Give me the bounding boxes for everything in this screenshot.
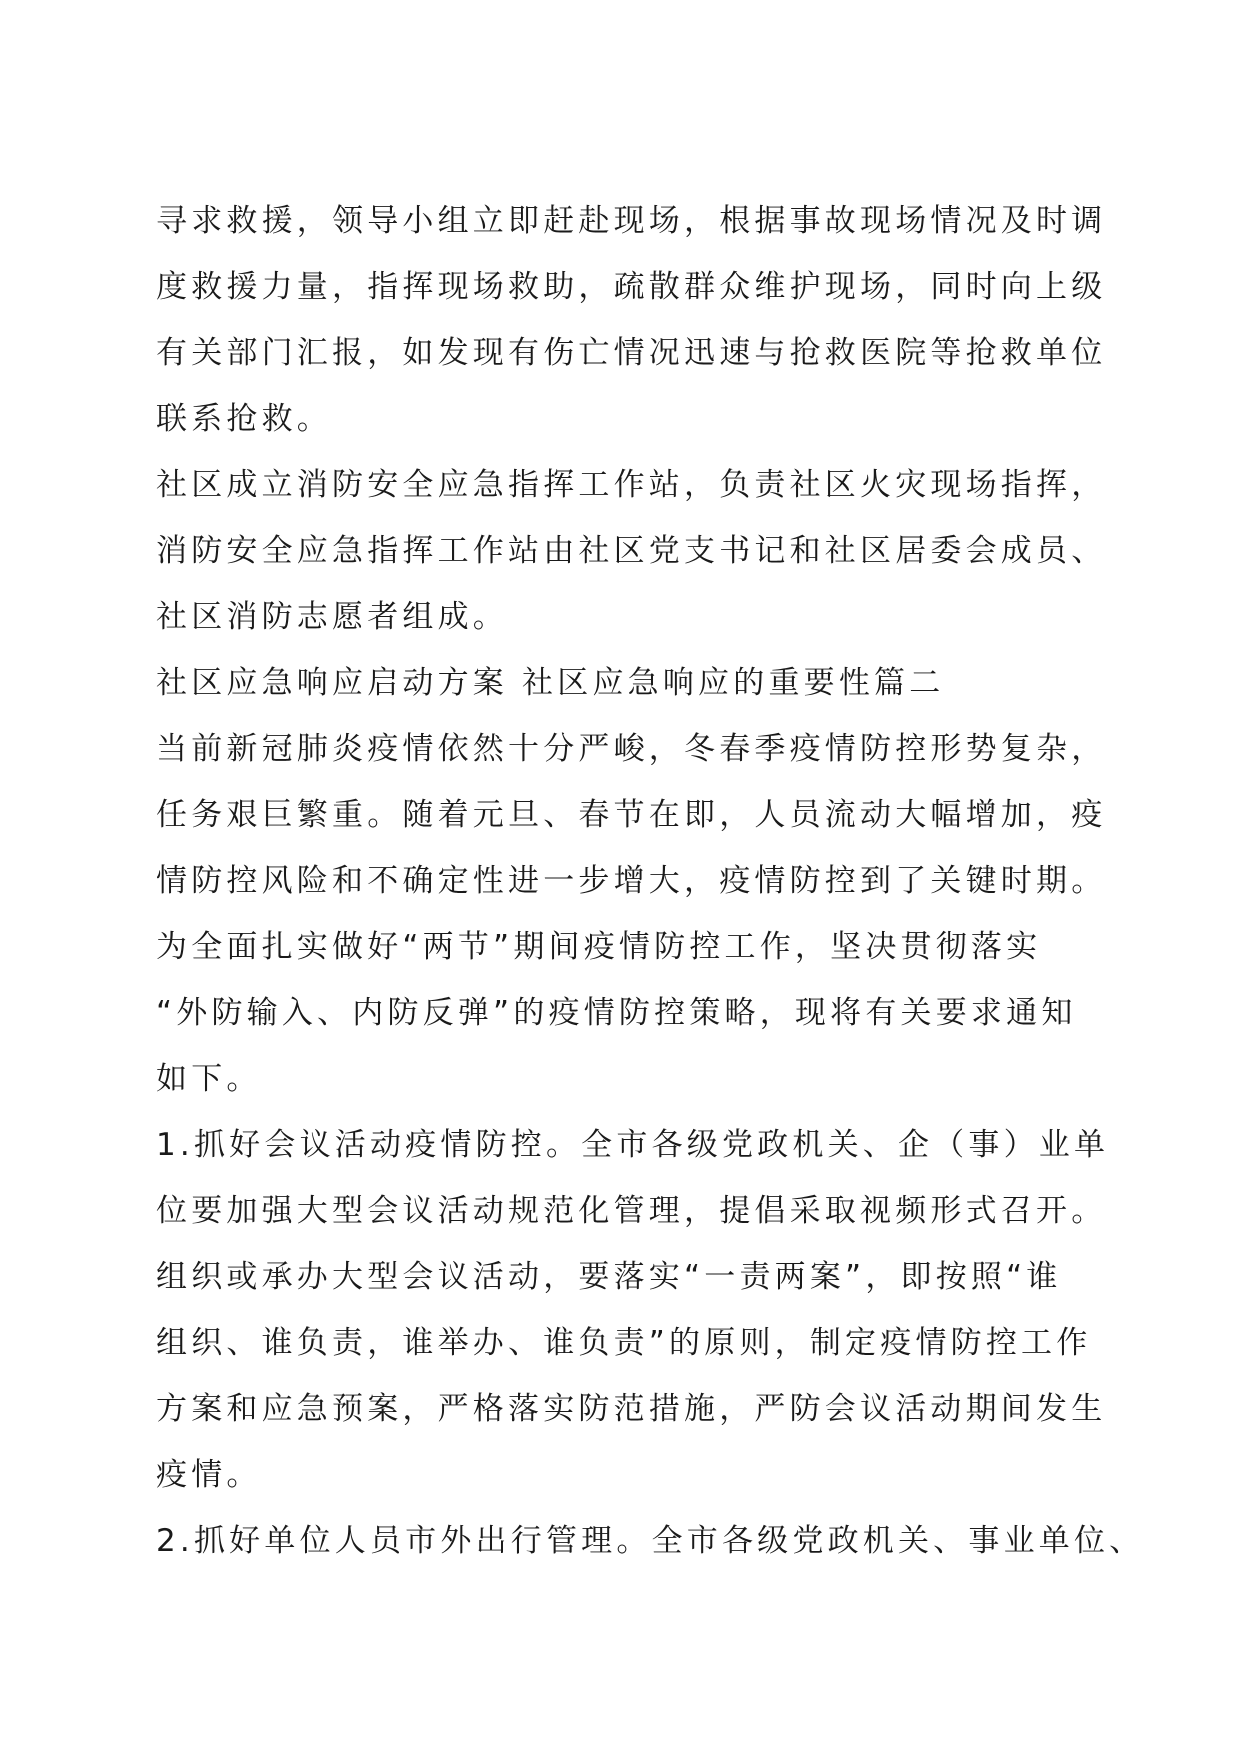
text-line: 社区成立消防安全应急指挥工作站，负责社区火灾现场指挥， [156,467,1107,503]
text-line: 有关部门汇报，如发现有伤亡情况迅速与抢救医院等抢救单位 [156,335,1107,371]
text-line: 方案和应急预案，严格落实防范措施，严防会议活动期间发生 [156,1391,1107,1427]
list-item-1-line: 1.抓好会议活动疫情防控。全市各级党政机关、企（事）业单 [156,1127,1110,1163]
text-line: “外防输入、内防反弹”的疫情防控策略，现将有关要求通知 [156,995,1077,1031]
text-line: 社区消防志愿者组成。 [156,599,508,635]
text-line: 任务艰巨繁重。随着元旦、春节在即，人员流动大幅增加，疫 [156,797,1107,833]
body-text [156,188,1145,1574]
text-line: 当前新冠肺炎疫情依然十分严峻，冬春季疫情防控形势复杂， [156,731,1107,767]
text-line: 组织或承办大型会议活动，要落实“一责两案”，即按照“谁 [156,1259,1062,1295]
text-line: 疫情。 [156,1457,262,1493]
text-line: 为全面扎实做好“两节”期间疫情防控工作，坚决贯彻落实 [156,929,1042,965]
text-line: 联系抢救。 [156,401,332,437]
text-line: 情防控风险和不确定性进一步增大，疫情防控到了关键时期。 [156,863,1107,899]
text-line: 寻求救援，领导小组立即赶赴现场，根据事故现场情况及时调 [156,203,1107,239]
section-heading: 社区应急响应启动方案 社区应急响应的重要性篇二 [156,665,945,701]
text-line: 组织、谁负责，谁举办、谁负责”的原则，制定疫情防控工作 [156,1325,1092,1361]
text-line: 位要加强大型会议活动规范化管理，提倡采取视频形式召开。 [156,1193,1107,1229]
text-line: 如下。 [156,1061,262,1097]
text-line: 度救援力量，指挥现场救助，疏散群众维护现场，同时向上级 [156,269,1107,305]
text-line: 消防安全应急指挥工作站由社区党支书记和社区居委会成员、 [156,533,1107,569]
list-item-2-line: 2.抓好单位人员市外出行管理。全市各级党政机关、事业单位、 [156,1523,1145,1559]
